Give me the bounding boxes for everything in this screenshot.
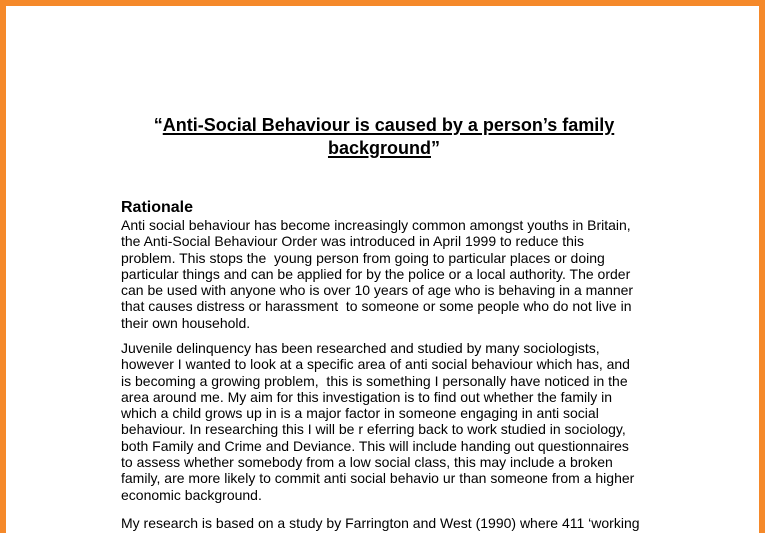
document-page: [6, 6, 759, 533]
title-line-1: Anti-Social Behaviour is caused by a person’s family: [162, 115, 615, 135]
paragraph-line: can be used with anyone who is over 10 years of age who is behaving in a manner: [121, 282, 634, 299]
paragraph-line: problem. This stops the young person from going to particular places or doing: [121, 249, 605, 266]
paragraph-line: both Family and Crime and Deviance. This will include handing out questionnaires: [121, 437, 629, 454]
title-close-quote: ”: [431, 138, 440, 158]
paragraph-line: Anti social behaviour has become increasingly common amongst youths in Britain,: [121, 217, 631, 233]
paragraph-line: particular things and can be applied for by the police or a local authority. The order: [121, 265, 631, 282]
paragraph-line: family, are more likely to commit anti social behavio ur than someone from a higher: [121, 470, 635, 487]
section-heading-rationale: Rationale: [121, 199, 194, 216]
paragraph-line: to assess whether somebody from a low social class, this may include a broken: [121, 454, 613, 471]
document-title: [114, 114, 654, 160]
paragraph-line: that causes distress or harassment to someone or some people who do not live in: [121, 298, 632, 315]
paragraph-line: behaviour. In researching this I will be r eferring back to work studied in sociology,: [121, 421, 626, 438]
paragraph-line: however I wanted to look at a specific area of anti social behaviour which has, and: [121, 356, 630, 373]
paragraph-line: area around me. My aim for this investigation is to find out whether the family in: [121, 388, 613, 405]
paragraph-1: [121, 217, 633, 331]
title-line-2: background: [327, 138, 431, 158]
paragraph-line: the Anti-Social Behaviour Order was introduced in April 1999 to reduce this: [121, 233, 585, 250]
paragraph-2: [121, 340, 634, 503]
paragraph-line: their own household.: [121, 314, 251, 331]
title-open-quote: “: [153, 115, 163, 135]
paragraph-3: [121, 515, 640, 531]
paragraph-line: My research is based on a study by Farrington and West (1990) where 411 ‘working: [121, 515, 640, 531]
paragraph-line: is becoming a growing problem, this is something I personally have noticed in the: [121, 372, 628, 389]
paragraph-line: which a child grows up in is a major factor in someone engaging in anti social: [121, 405, 599, 422]
paragraph-line: economic background.: [121, 486, 262, 503]
paragraph-line: Juvenile delinquency has been researched and studied by many sociologists,: [121, 340, 600, 356]
